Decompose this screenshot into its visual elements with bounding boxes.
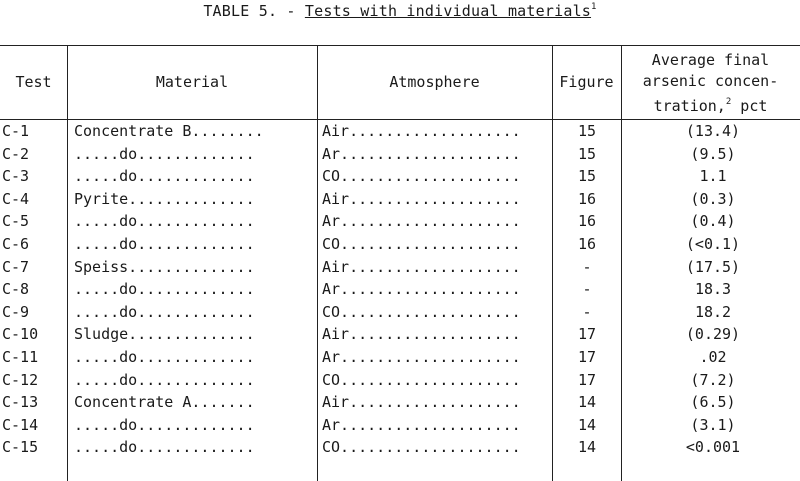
header-test: Test — [15, 73, 52, 91]
cell-arsenic: <0.001 — [685, 438, 741, 457]
cell-figure: 15 — [577, 144, 597, 163]
table-row — [0, 278, 800, 300]
cell-test: C-2 — [2, 144, 30, 163]
cell-figure: 16 — [577, 189, 597, 208]
cell-arsenic: (<0.1) — [685, 235, 741, 253]
header-top-rule — [0, 45, 800, 46]
table-title — [0, 2, 800, 20]
cell-atmosphere: Ar.................... — [322, 212, 521, 231]
table-row — [0, 165, 800, 187]
cell-arsenic: 1.1 — [699, 167, 727, 186]
cell-test: C-5 — [2, 212, 30, 231]
cell-material: .....do............. — [74, 212, 255, 231]
cell-atmosphere: CO.................... — [322, 302, 521, 321]
table-row — [0, 188, 800, 210]
cell-arsenic: .02 — [699, 348, 727, 366]
cell-material: .....do............. — [74, 415, 255, 434]
header-figure: Figure — [559, 73, 614, 91]
cell-arsenic: 18.3 — [694, 280, 732, 299]
cell-test: C-11 — [2, 348, 39, 366]
cell-atmosphere: CO.................... — [322, 438, 521, 457]
cell-arsenic: (0.4) — [690, 212, 736, 231]
cell-material: Speiss.............. — [74, 257, 255, 276]
cell-atmosphere: Ar.................... — [322, 348, 521, 366]
cell-material: .....do............. — [74, 302, 255, 321]
header-arsenic-footnote: 2 — [725, 97, 732, 107]
cell-figure: 15 — [577, 167, 597, 186]
cell-material: .....do............. — [74, 280, 255, 299]
cell-test: C-14 — [2, 415, 39, 434]
cell-test: C-1 — [2, 122, 30, 140]
cell-test: C-9 — [2, 302, 30, 321]
table-row — [0, 256, 800, 278]
cell-material: .....do............. — [74, 438, 255, 457]
cell-arsenic: (3.1) — [690, 415, 736, 434]
cell-atmosphere: CO.................... — [322, 167, 521, 186]
cell-atmosphere: Ar.................... — [322, 280, 521, 299]
table-row — [0, 414, 800, 436]
cell-material: Concentrate A....... — [74, 393, 255, 412]
table-row — [0, 369, 800, 391]
cell-figure: 16 — [577, 235, 597, 253]
cell-test: C-13 — [2, 393, 39, 412]
header-arsenic — [621, 50, 800, 117]
cell-arsenic: (7.2) — [690, 370, 736, 389]
cell-material: .....do............. — [74, 370, 255, 389]
cell-atmosphere: Air................... — [322, 325, 521, 344]
cell-atmosphere: Air................... — [322, 257, 521, 276]
cell-arsenic: (0.29) — [685, 325, 741, 344]
cell-test: C-15 — [2, 438, 39, 457]
cell-material: Sludge.............. — [74, 325, 255, 344]
cell-material: .....do............. — [74, 235, 255, 253]
cell-arsenic: (0.3) — [690, 189, 736, 208]
cell-test: C-4 — [2, 189, 30, 208]
table-row — [0, 391, 800, 413]
table-caption: Tests with individual materials — [304, 2, 592, 20]
cell-atmosphere: Air................... — [322, 393, 521, 412]
cell-atmosphere: CO.................... — [322, 370, 521, 389]
table-row — [0, 323, 800, 345]
cell-figure: 17 — [577, 348, 597, 366]
cell-test: C-12 — [2, 370, 39, 389]
cell-atmosphere: Ar.................... — [322, 144, 521, 163]
cell-arsenic: (17.5) — [685, 257, 741, 276]
table-row — [0, 233, 800, 255]
cell-material: .....do............. — [74, 144, 255, 163]
cell-figure: 17 — [577, 325, 597, 344]
cell-atmosphere: Air................... — [322, 122, 521, 140]
cell-figure: 17 — [577, 370, 597, 389]
cell-atmosphere: Ar.................... — [322, 415, 521, 434]
title-footnote-mark: 1 — [591, 2, 597, 12]
header-arsenic-unit: pct — [740, 97, 768, 115]
cell-test: C-8 — [2, 280, 30, 299]
cell-test: C-3 — [2, 167, 30, 186]
header-atmosphere: Atmosphere — [389, 73, 480, 91]
cell-figure: 14 — [577, 438, 597, 457]
cell-figure: - — [582, 302, 592, 321]
table-row — [0, 436, 800, 458]
cell-figure: 15 — [577, 122, 597, 140]
cell-material: .....do............. — [74, 348, 255, 366]
cell-material: Pyrite.............. — [74, 189, 255, 208]
header-arsenic-line3-text: tration, — [653, 97, 726, 115]
table-row — [0, 346, 800, 368]
header-arsenic-line1: Average final — [651, 51, 770, 69]
cell-test: C-6 — [2, 235, 30, 253]
table-number: TABLE 5. - — [203, 2, 305, 20]
cell-material: Concentrate B........ — [74, 122, 264, 140]
header-arsenic-line2: arsenic concen- — [642, 72, 779, 90]
table-row — [0, 301, 800, 323]
cell-figure: - — [582, 257, 592, 276]
cell-atmosphere: Air................... — [322, 189, 521, 208]
cell-arsenic: (6.5) — [690, 393, 736, 412]
table-row — [0, 120, 800, 142]
cell-figure: - — [582, 280, 592, 299]
cell-test: C-10 — [2, 325, 39, 344]
header-arsenic-line3 — [621, 92, 800, 117]
cell-material: .....do............. — [74, 167, 255, 186]
cell-arsenic: (9.5) — [690, 144, 736, 163]
header-material: Material — [155, 73, 229, 91]
cell-figure: 14 — [577, 415, 597, 434]
cell-figure: 16 — [577, 212, 597, 231]
cell-test: C-7 — [2, 257, 30, 276]
cell-atmosphere: CO.................... — [322, 235, 521, 253]
table-row — [0, 210, 800, 232]
cell-arsenic: (13.4) — [685, 122, 741, 140]
table-row — [0, 143, 800, 165]
cell-arsenic: 18.2 — [694, 302, 732, 321]
cell-figure: 14 — [577, 393, 597, 412]
